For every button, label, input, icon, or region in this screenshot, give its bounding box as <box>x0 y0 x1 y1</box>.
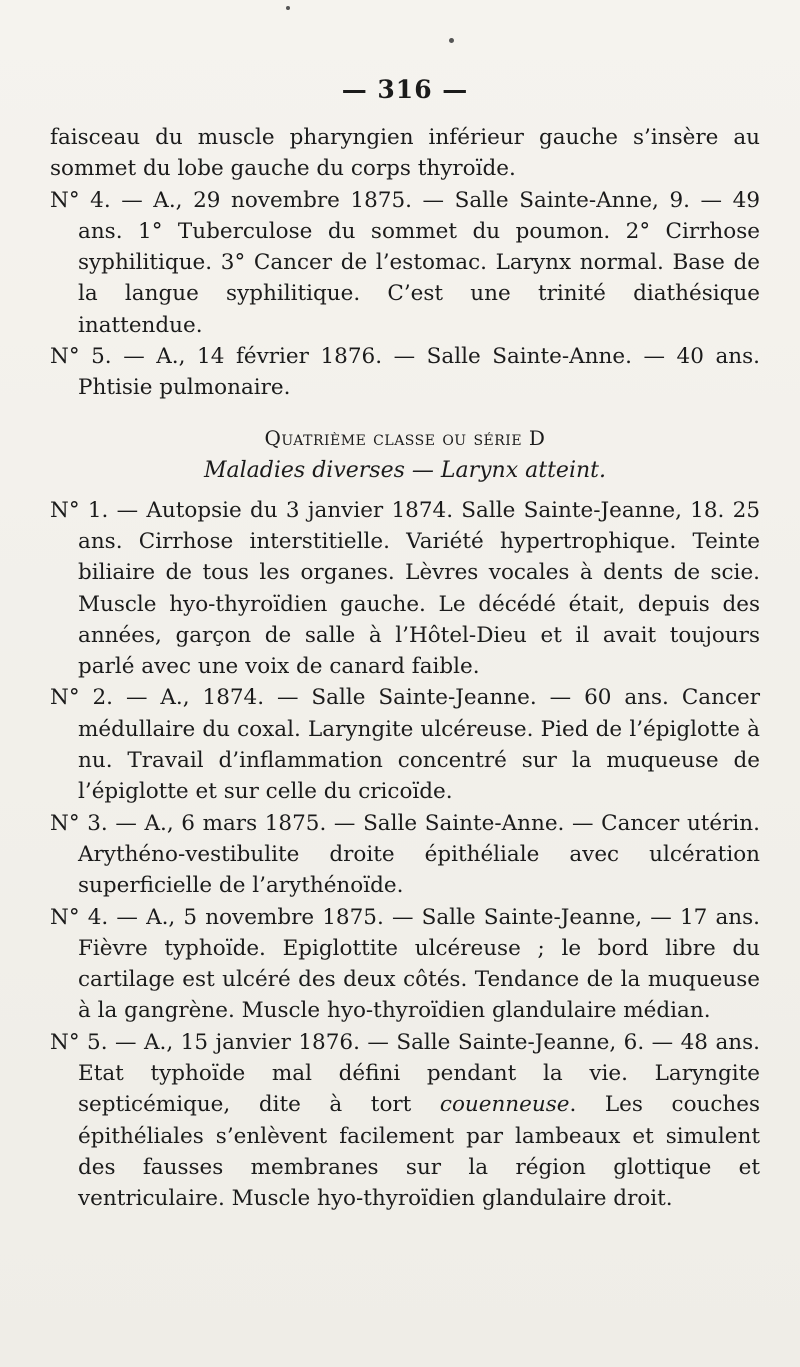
case-entry: N° 5. — A., 14 février 1876. — Salle Sainte-Anne. — 40 ans. Phtisie pulmonaire. <box>50 344 760 401</box>
entry-text: . Les couches épithéliales s’enlèvent facilement par lambeaux et simulent des fausses membranes sur la région glottique et ventriculaire. Muscle hyo-thyroïdien glandulaire droit. <box>78 1092 760 1212</box>
case-entry <box>50 1027 760 1215</box>
case-entry: N° 4. — A., 29 novembre 1875. — Salle Sainte-Anne, 9. — 49 ans. 1° Tuberculose du sommet du poumon. 2° Cirrhose syphilitique. 3° Cancer de l’estomac. Larynx normal. Base de la langue syphilitique. C’est une trinité diathésique inattendue. <box>50 187 760 338</box>
section-subheading: Maladies diverses — Larynx atteint. <box>204 457 606 483</box>
italic-term: couenneuse <box>439 1092 570 1118</box>
entry-text: N° 5. — A., 15 janvier 1876. — Salle Sainte-Jeanne, 6. — 48 ans. Etat typhoïde mal défini pendant la vie. Laryngite septicémique, dite à tort <box>50 1029 760 1118</box>
case-entry: N° 3. — A., 6 mars 1875. — Salle Sainte-Anne. — Cancer utérin. Arythéno-vestibulite droite épithéliale avec ulcération superficielle de l’arythénoïde. <box>50 810 760 899</box>
page-number: — 316 — <box>341 75 469 104</box>
paragraph-continuation: faisceau du muscle pharyngien inférieur gauche s’insère au sommet du lobe gauche du corps thyroïde. <box>50 125 760 182</box>
ink-spot-decoration <box>286 6 290 10</box>
ink-spot-decoration <box>449 38 454 43</box>
case-entry: N° 4. — A., 5 novembre 1875. — Salle Sainte-Jeanne, — 17 ans. Fièvre typhoïde. Epiglottite ulcéreuse ; le bord libre du cartilage est ulcéré des deux côtés. Tendance de la muqueuse à la gangrène. Muscle hyo-thyroïdien glandulaire médian. <box>50 904 760 1024</box>
section-heading: Quatrième classe ou série D <box>264 425 546 450</box>
case-entry: N° 2. — A., 1874. — Salle Sainte-Jeanne. — 60 ans. Cancer médullaire du coxal. Laryngite ulcéreuse. Pied de l’épiglotte à nu. Travail d’inflammation concentré sur la muqueuse de l’épiglotte et sur celle du cricoïde. <box>50 685 760 805</box>
case-entry: N° 1. — Autopsie du 3 janvier 1874. Salle Sainte-Jeanne, 18. 25 ans. Cirrhose interstitielle. Variété hypertrophique. Teinte biliaire de tous les organes. Lèvres vocales à dents de scie. Muscle hyo-thyroïdien gauche. Le décédé était, depuis des années, garçon de salle à l’Hôtel-Dieu et il avait toujours parlé avec une voix de canard faible. <box>50 497 760 680</box>
